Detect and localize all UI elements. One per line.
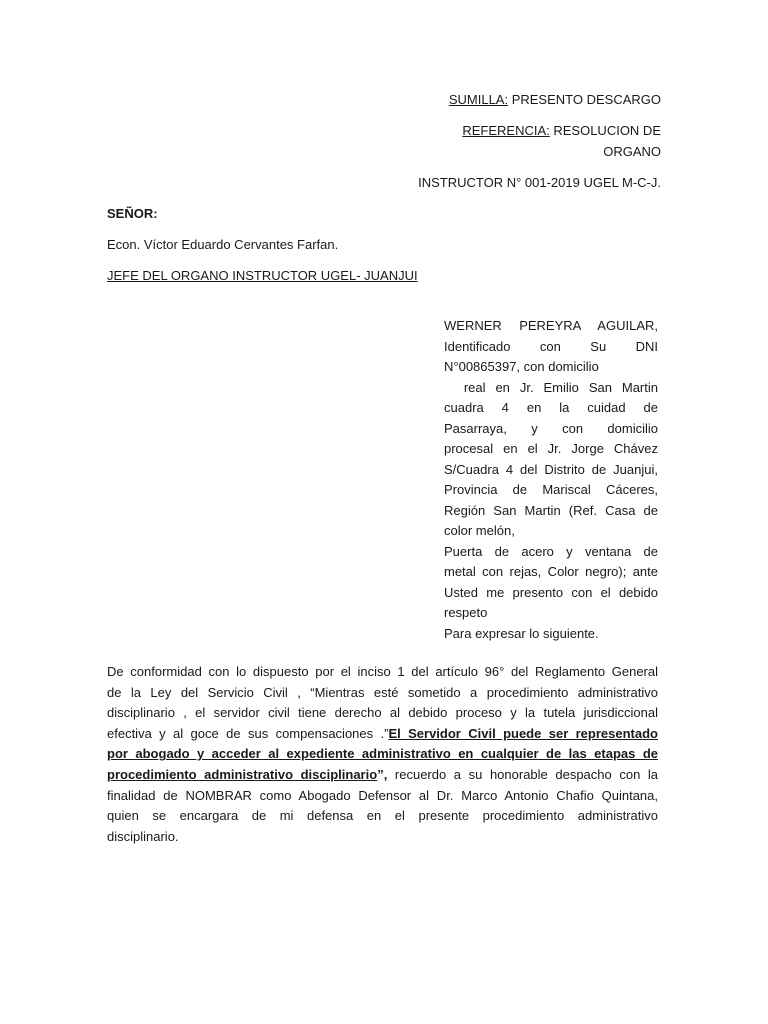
sender-line: S/Cuadra 4 del Distrito de Juanjui,: [444, 461, 658, 477]
bold-quote-tail: ”,: [377, 766, 388, 782]
sender-line: respeto: [444, 605, 488, 620]
body-line: por abogado y acceder al expediente administrativo en cualquier de las etapas de: [107, 746, 658, 762]
sender-line: Puerta de acero y ventana de: [444, 543, 658, 559]
sender-line: Usted me presento con el debido: [444, 584, 658, 600]
body-text: efectiva y al goce de sus compensaciones .”: [107, 725, 389, 741]
sender-line: cuadra 4 en la cuidad de: [444, 400, 658, 415]
sender-block: [444, 316, 658, 644]
body-line: [107, 724, 658, 745]
instructor-line: INSTRUCTOR N° 001-2019 UGEL M-C-J.: [418, 175, 661, 190]
sender-line: Pasarraya, y con domicilio: [444, 420, 658, 436]
body-line: De conformidad con lo dispuesto por el inciso 1 del artículo 96° del Reglamento General: [107, 664, 658, 679]
body-paragraph: [107, 662, 658, 847]
referencia-line-2: ORGANO: [603, 144, 661, 159]
sender-line: metal con rejas, Color negro); ante: [444, 564, 658, 579]
sumilla-line: [449, 92, 661, 107]
sender-line: Provincia de Mariscal Cáceres,: [444, 482, 658, 497]
sender-line: Región San Martin (Ref. Casa de: [444, 502, 658, 518]
body-line: disciplinario.: [107, 828, 179, 844]
sender-line: N°00865397, con domicilio: [444, 359, 599, 374]
salutation: SEÑOR:: [107, 206, 158, 221]
body-line: disciplinario , el servidor civil tiene derecho al debido proceso y la tutela jurisdiccional: [107, 705, 658, 721]
sender-line: WERNER PEREYRA AGUILAR,: [444, 318, 658, 333]
body-line: finalidad de NOMBRAR como Abogado Defensor al Dr. Marco Antonio Chafio Quintana,: [107, 787, 658, 803]
referencia-label: REFERENCIA:: [462, 123, 550, 138]
body-line: quien se encargara de mi defensa en el presente procedimiento administrativo: [107, 808, 658, 824]
body-text: recuerdo a su honorable despacho con la: [387, 766, 659, 782]
referencia-line: [462, 123, 661, 138]
sender-line: procesal en el Jr. Jorge Chávez: [444, 441, 658, 456]
addressee-position: JEFE DEL ORGANO INSTRUCTOR UGEL- JUANJUI: [107, 268, 418, 283]
body-line: [107, 765, 658, 786]
sender-line: Para expresar lo siguiente.: [444, 625, 599, 641]
sender-line: color melón,: [444, 523, 515, 538]
addressee-name: Econ. Víctor Eduardo Cervantes Farfan.: [107, 237, 339, 252]
sender-line: real en Jr. Emilio San Martin: [444, 379, 658, 395]
referencia-text: RESOLUCION DE: [549, 123, 661, 138]
sumilla-label: SUMILLA:: [448, 92, 509, 107]
bold-quote: El Servidor Civil puede ser representado: [388, 725, 658, 741]
bold-quote: procedimiento administrativo disciplinario: [107, 766, 378, 782]
sumilla-text: PRESENTO DESCARGO: [508, 92, 661, 107]
sender-line: Identificado con Su DNI: [444, 338, 658, 354]
body-line: de la Ley del Servicio Civil , “Mientras esté sometido a procedimiento administrativo: [107, 684, 658, 700]
